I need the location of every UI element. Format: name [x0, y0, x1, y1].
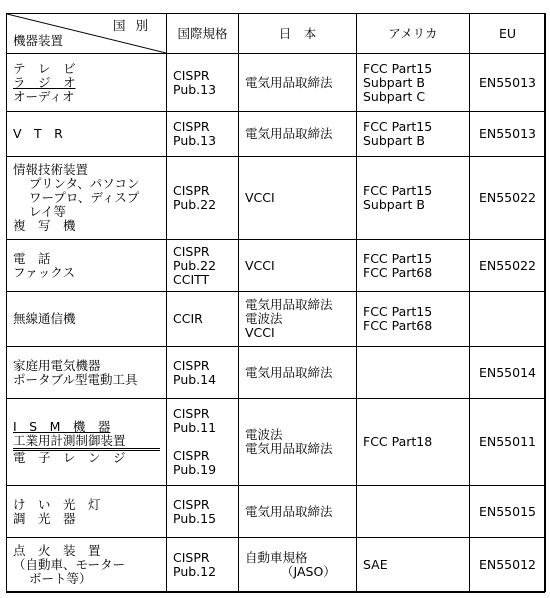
device-cell-line: ラ ジ オ [13, 74, 76, 90]
device-cell-line: （自動車、モーター [13, 556, 126, 572]
japan-header: 日 本 [239, 14, 357, 54]
intl-standard-cell-line: CISPR [173, 119, 210, 134]
device-cell-line: 情報技術装置 [13, 162, 89, 177]
device-cell-line: ボート等） [29, 570, 92, 586]
japan-standard-cell-line: （JASO） [281, 563, 336, 579]
america-standard-cell-line: Subpart B [363, 74, 425, 90]
japan-standard-cell-line: 電気用品取締法 [245, 126, 333, 141]
america-header: アメリカ [357, 14, 470, 54]
america-standard-cell-line: FCC Part68 [363, 318, 433, 333]
america-standard-cell-line: Subpart B [363, 133, 425, 148]
device-cell-line: ワープロ、ディスプ [29, 190, 140, 205]
device-cell-line: プリンタ、パソコン [29, 176, 140, 191]
device-cell-line: V T R [13, 126, 63, 141]
corner-device-label: 機器装置 [13, 33, 64, 48]
device-cell-line: 点 火 装 置 [13, 542, 101, 558]
device-cell-line: 家庭用電気機器 [13, 357, 101, 373]
america-standard-cell-line: FCC Part15 [363, 304, 433, 319]
outer-frame [6, 13, 545, 593]
intl-standard-cell-line: CISPR [173, 496, 210, 512]
japan-standard-cell-line: VCCI [245, 257, 275, 273]
intl-standard-cell-line: Pub.22 [173, 257, 217, 273]
america-standard-cell-line: FCC Part18 [363, 434, 433, 449]
america-standard-cell-line: FCC Part15 [363, 119, 433, 134]
device-cell-line: 電 話 [13, 250, 51, 266]
intl-standard-cell-line: CISPR [173, 183, 210, 198]
america-standard-cell-line: FCC Part15 [363, 60, 433, 76]
eu-header: EU [470, 14, 546, 54]
japan-standard-cell-line: VCCI [245, 325, 275, 340]
japan-standard-cell-line: 電気用品取締法 [245, 503, 333, 519]
eu-standard-cell: EN55015 [470, 486, 546, 538]
japan-standard-cell-line: 電気用品取締法 [245, 441, 333, 456]
corner-country-label: 国別 [112, 18, 158, 33]
america-standard-cell-line: SAE [363, 556, 388, 572]
eu-standard-cell: EN55013 [470, 112, 546, 157]
device-cell-line: 電 子 レ ン ジ [13, 449, 126, 465]
japan-standard-cell-line: 電波法 [245, 427, 283, 442]
intl-standard-cell-line: Pub.11 [173, 420, 217, 435]
japan-standard-cell-line: 電気用品取締法 [245, 74, 333, 90]
eu-standard-cell: EN55022 [470, 157, 546, 240]
eu-standard-cell: EN55022 [470, 240, 546, 292]
eu-standard-cell: EN55012 [470, 538, 546, 592]
japan-standard-cell-line: 電気用品取締法 [245, 297, 333, 312]
japan-standard-cell-line: VCCI [245, 190, 275, 205]
america-standard-cell-line: FCC Part68 [363, 264, 433, 280]
japan-standard-cell-line: 電気用品取締法 [245, 364, 333, 380]
intl-standard-cell-line: Pub.19 [173, 462, 217, 477]
intl-standard-cell-line: Pub.14 [173, 371, 217, 387]
intl-standard-cell-line: CCITT [173, 271, 210, 287]
device-cell-line: ファックス [13, 264, 76, 280]
intl-standard-cell-line: Pub.13 [173, 81, 217, 97]
america-standard-cell-line: Subpart C [363, 88, 426, 104]
device-cell-line: 無線通信機 [13, 311, 76, 326]
device-cell-line: 調 光 器 [13, 510, 76, 526]
intl-standard-cell-line: CISPR [173, 549, 210, 565]
device-cell-line: オーディオ [13, 88, 75, 104]
intl-standard-cell-line: Pub.15 [173, 510, 217, 526]
device-cell-line: I S M 機 器 [13, 418, 111, 434]
intl-standard-cell-line: CISPR [173, 357, 210, 373]
intl-standard-cell-line: CISPR [173, 448, 210, 463]
intl-header: 国際規格 [167, 14, 239, 54]
device-cell-line: ポータブル型電動工具 [13, 371, 138, 387]
device-cell-line: レイ等 [29, 204, 66, 219]
eu-standard-cell: EN55014 [470, 347, 546, 399]
eu-standard-cell: EN55011 [470, 399, 546, 486]
intl-standard-cell-line: Pub.12 [173, 563, 217, 579]
intl-standard-cell-line: CISPR [173, 406, 210, 421]
device-cell-line: 複 写 機 [13, 218, 76, 233]
device-cell-line: テ レ ビ [13, 60, 76, 76]
intl-standard-cell-line: Pub.13 [173, 133, 217, 148]
intl-standard-cell-line: Pub.22 [173, 197, 217, 212]
device-cell-line: け い 光 灯 [13, 496, 101, 512]
intl-standard-cell-line: CCIR [173, 311, 203, 326]
japan-standard-cell-line: 電波法 [245, 311, 283, 326]
japan-standard-cell-line: 自動車規格 [245, 549, 308, 565]
america-standard-cell-line: FCC Part15 [363, 183, 433, 198]
device-cell-line: 工業用計測制御装置 [13, 434, 160, 451]
america-standard-cell-line: Subpart B [363, 197, 425, 212]
america-standard-cell-line: FCC Part15 [363, 250, 433, 266]
eu-standard-cell: EN55013 [470, 54, 546, 112]
intl-standard-cell-line: CISPR [173, 243, 210, 259]
intl-standard-cell-line: CISPR [173, 67, 210, 83]
